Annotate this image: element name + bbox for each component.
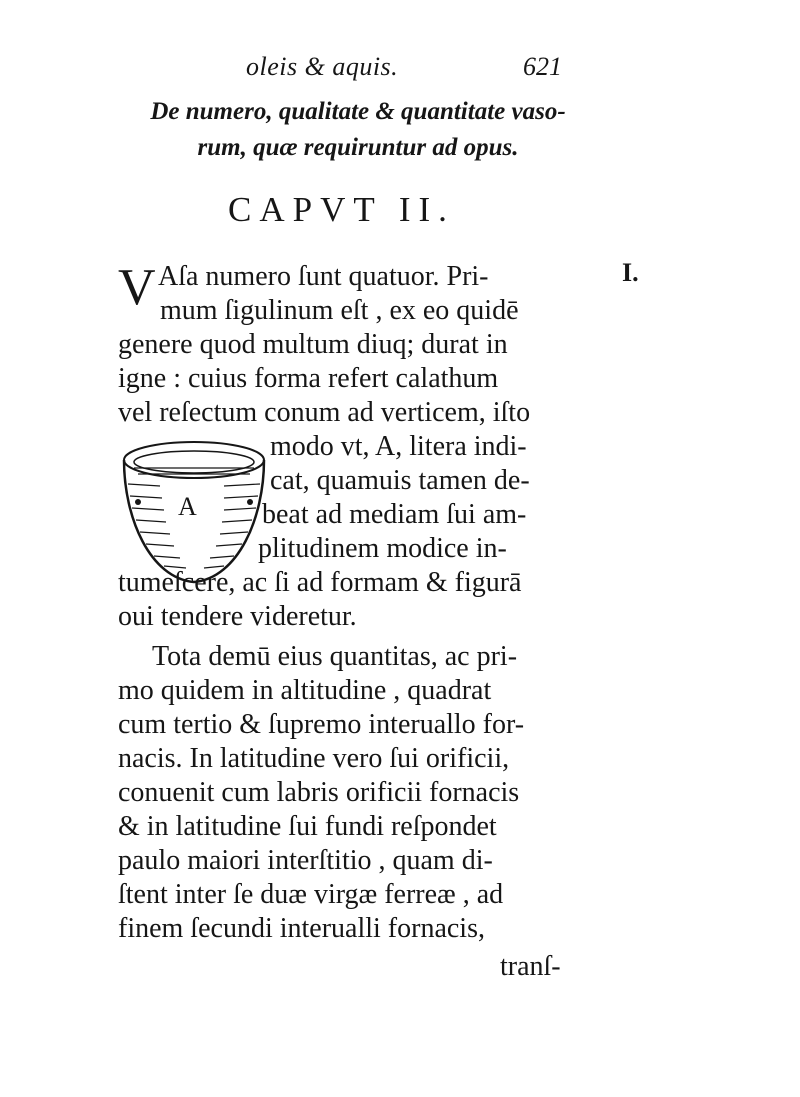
- text-line-7: cat, quamuis tamen de-: [270, 465, 530, 496]
- text-line-11: oui tendere videretur.: [118, 601, 357, 632]
- catchword: tranſ-: [500, 951, 561, 982]
- text-line-2: mum ſigulinum eſt , ex eo quidē: [160, 295, 519, 326]
- text-line-8: beat ad mediam ſui am-: [262, 499, 527, 530]
- text-line-1: Aſa numero ſunt quatuor. Pri-: [158, 261, 489, 292]
- text-line-3: genere quod multum diuq; durat in: [118, 329, 508, 360]
- text-line-20: finem ſecundi interualli fornacis,: [118, 913, 485, 944]
- text-line-4: igne : cuius forma refert calathum: [118, 363, 499, 394]
- page-number: 621: [523, 52, 562, 81]
- text-line-5: vel reſectum conum ad verticem, iſto: [118, 397, 531, 428]
- margin-note: I.: [622, 258, 639, 287]
- text-line-18: paulo maiori interſtitio , quam di-: [118, 845, 493, 876]
- text-line-17: & in latitudine ſui fundi reſpondet: [118, 811, 497, 842]
- text-line-12: Tota demū eius quantitas, ac pri-: [152, 641, 518, 672]
- text-line-13: mo quidem in altitudine , quadrat: [118, 675, 492, 706]
- text-line-16: conuenit cum labris orificii fornacis: [118, 777, 520, 808]
- drop-capital: V: [118, 259, 156, 316]
- chapter-subtitle: [118, 94, 598, 166]
- chapter-heading: CAPVT II.: [228, 190, 455, 229]
- text-line-15: nacis. In latitudine vero ſui orificii,: [118, 743, 510, 774]
- figure-label-a: A: [178, 492, 197, 521]
- text-line-6: modo vt, A, litera indi-: [270, 431, 527, 462]
- text-line-14: cum tertio & ſupremo interuallo for-: [118, 709, 525, 740]
- subtitle-line-2: rum, quæ requiruntur ad opus.: [197, 134, 519, 161]
- subtitle-line-1: De numero, qualitate & quantitate vaso-: [150, 98, 566, 125]
- text-line-19: ſtent inter ſe duæ virgæ ferreæ , ad: [118, 879, 504, 910]
- running-head: oleis & aquis.: [246, 52, 399, 81]
- text-line-10: tumeſcere, ac ſi ad formam & figurā: [118, 567, 522, 598]
- text-line-9: plitudinem modice in-: [258, 533, 507, 564]
